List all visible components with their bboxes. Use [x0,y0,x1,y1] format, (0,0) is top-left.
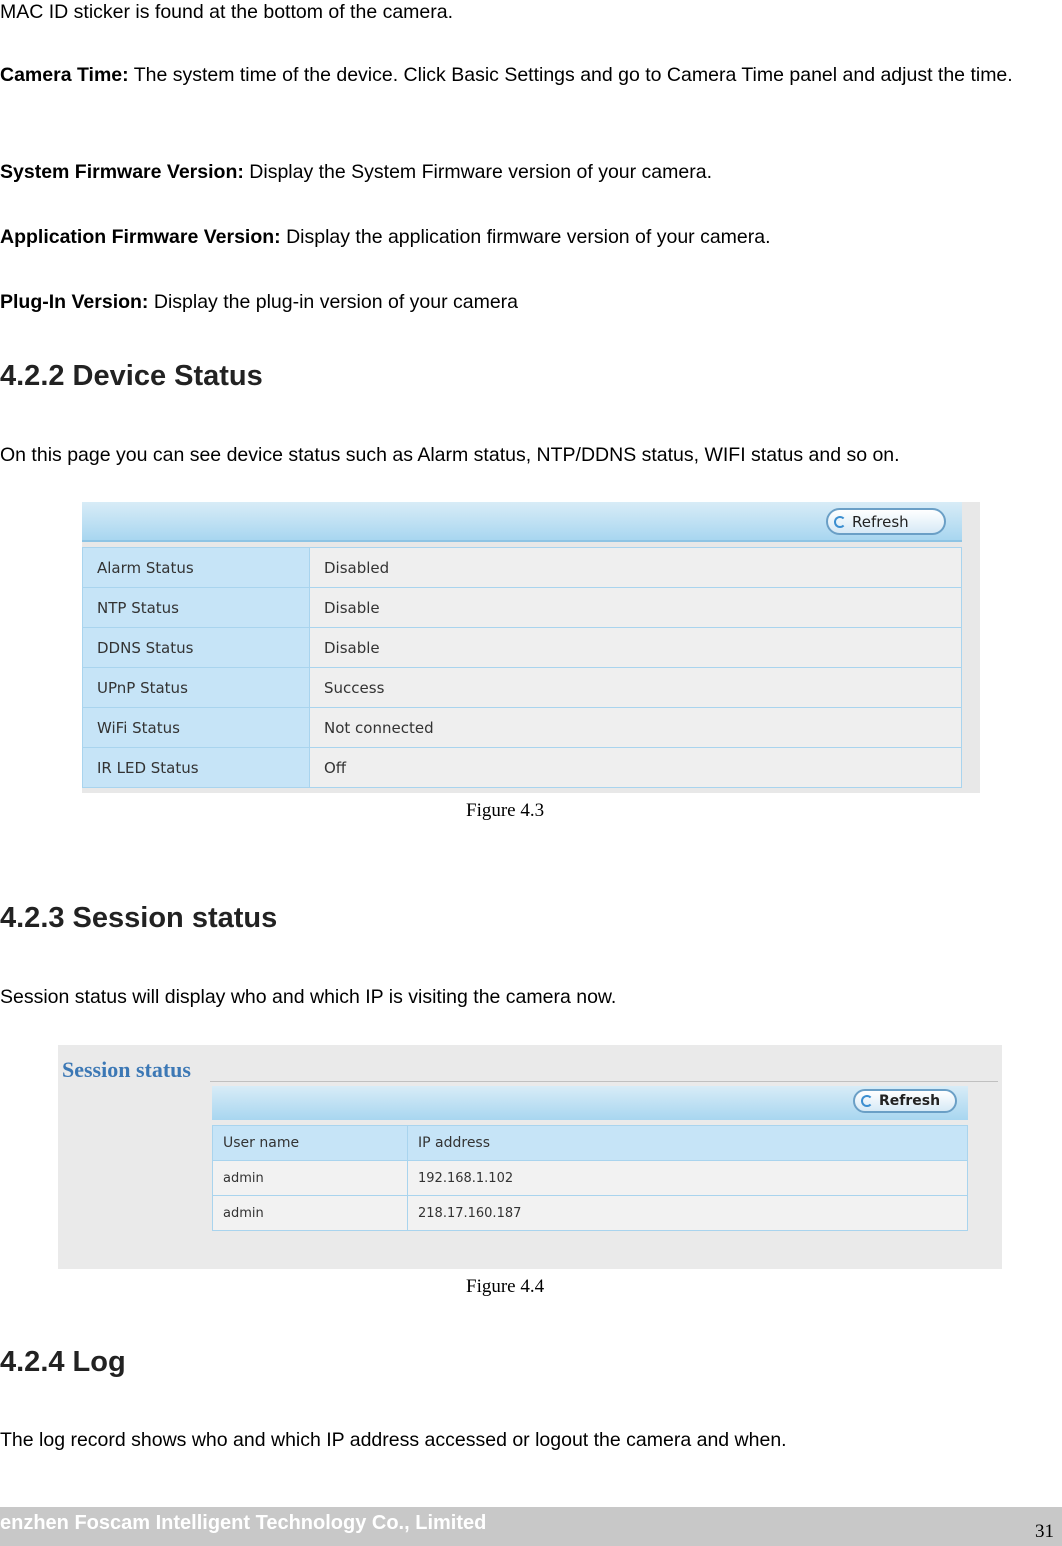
title-divider [210,1081,998,1082]
device-status-figure [82,502,980,793]
status-value: Disable [310,588,962,628]
table-row [83,628,962,668]
page-number: 31 [1035,1521,1054,1542]
device-status-refresh-button[interactable] [826,508,946,535]
figure-4-4-caption: Figure 4.4 [466,1276,545,1297]
session-ip: 192.168.1.102 [408,1161,968,1196]
table-row [83,668,962,708]
application-firmware-label: Application Firmware Version: [0,226,281,248]
session-user: admin [213,1196,408,1231]
status-value: Not connected [310,708,962,748]
device-status-heading: 4.2.2 Device Status [0,360,263,392]
device-status-table [82,547,962,788]
plugin-version-text: Display the plug-in version of your camera [148,291,519,313]
table-row [83,708,962,748]
figure-4-3-caption: Figure 4.3 [466,800,545,821]
status-value: Disabled [310,548,962,588]
refresh-icon [861,1095,873,1107]
table-row [83,588,962,628]
column-header-user: User name [213,1126,408,1161]
status-key: IR LED Status [83,748,310,788]
log-heading: 4.2.4 Log [0,1346,126,1378]
log-description: The log record shows who and which IP address accessed or logout the camera and when. [0,1429,787,1451]
status-key: Alarm Status [83,548,310,588]
status-value: Success [310,668,962,708]
plugin-version-label: Plug-In Version: [0,291,149,313]
camera-time-paragraph [0,58,1062,92]
session-status-heading: 4.2.3 Session status [0,902,278,934]
table-row [213,1196,968,1231]
table-row [213,1161,968,1196]
status-value: Disable [310,628,962,668]
refresh-label: Refresh [852,512,909,531]
session-table [212,1125,968,1231]
session-user: admin [213,1161,408,1196]
status-key: NTP Status [83,588,310,628]
session-status-description: Session status will display who and which IP is visiting the camera now. [0,986,617,1008]
system-firmware-paragraph [0,160,712,184]
status-key: DDNS Status [83,628,310,668]
status-value: Off [310,748,962,788]
status-key: WiFi Status [83,708,310,748]
column-header-ip: IP address [408,1126,968,1161]
session-status-figure [58,1045,1002,1269]
application-firmware-paragraph [0,225,771,249]
session-status-panel-title: Session status [62,1057,191,1082]
table-row [83,748,962,788]
device-status-description: On this page you can see device status such as Alarm status, NTP/DDNS status, WIFI status and so on. [0,444,900,466]
plugin-version-paragraph [0,290,518,314]
company-name: enzhen Foscam Intelligent Technology Co., Limited [0,1512,487,1534]
refresh-label: Refresh [879,1093,941,1109]
camera-time-label: Camera Time: [0,64,129,86]
device-status-toolbar [82,502,962,542]
application-firmware-text: Display the application firmware version of your camera. [280,226,771,248]
camera-time-text: The system time of the device. Click Basic Settings and go to Camera Time panel and adjust the time. [128,64,1013,86]
system-firmware-text: Display the System Firmware version of your camera. [243,161,713,183]
status-key: UPnP Status [83,668,310,708]
page-footer [0,1507,1062,1546]
table-header-row [213,1126,968,1161]
table-row [83,548,962,588]
mac-id-text: MAC ID sticker is found at the bottom of the camera. [0,1,454,23]
refresh-icon [834,516,846,528]
session-ip: 218.17.160.187 [408,1196,968,1231]
system-firmware-label: System Firmware Version: [0,161,244,183]
session-status-refresh-button[interactable] [853,1089,957,1113]
